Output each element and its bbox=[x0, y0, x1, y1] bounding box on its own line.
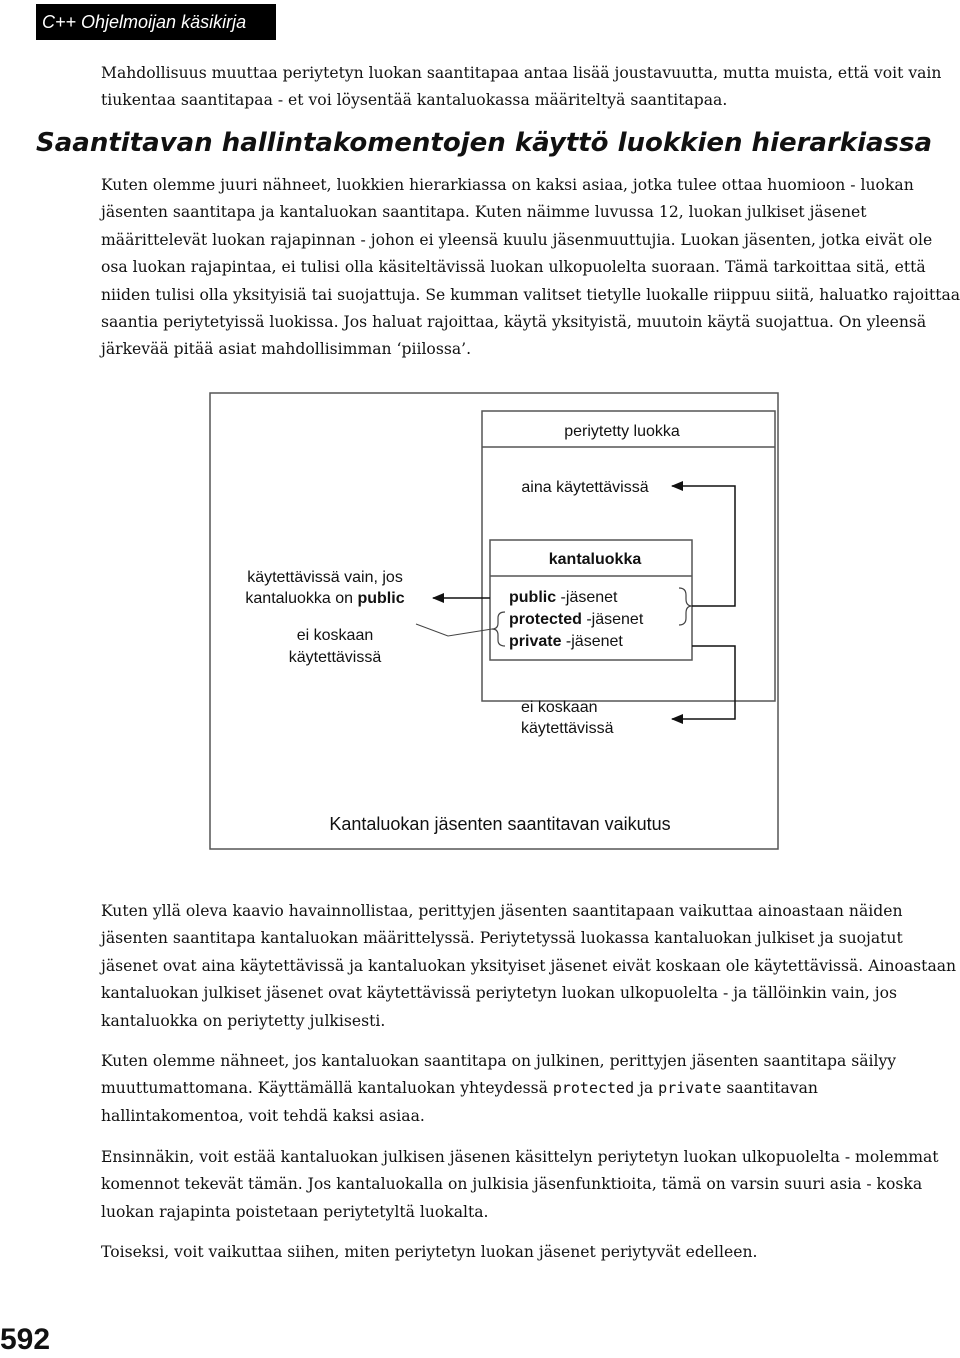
bottom-never-line1: ei koskaan bbox=[521, 699, 598, 716]
left-never-line2: käytettävissä bbox=[288, 649, 382, 666]
public-members-line: public -jäsenet bbox=[509, 589, 618, 606]
right-brace bbox=[679, 588, 692, 625]
paragraph-1: Kuten olemme juuri nähneet, luokkien hierarkiassa on kaksi asiaa, jotka tulee ottaa huomioon - luokan jäsenten saantitapa ja kantaluokan saantitapa. Kuten näimme luvussa 12, luokan julkiset jäsenet määrittelevät luokan rajapinnan - johon ei yleensä kuulu jäsenmuuttujia. Luokan jäsenten, jotka eivät ole osa luokan rajapintaa, ei tulisi olla käsiteltävissä luokan ulkopuolelta suoraan. Tämä tarkoittaa sitä, että niiden tulisi olla yksityisiä tai suojattuja. Se kumman valitset tietylle luokalle riippuu siitä, haluatko rajoittaa saantia periytetyissä luokissa. Jos haluat rajoittaa, käytä yksityistä, muutoin käytä suojattua. On yleensä järkevää pitää asiat mahdollisimman ‘piilossa’. bbox=[101, 176, 960, 359]
code-private: private bbox=[658, 1079, 722, 1098]
never-accessible-connector bbox=[672, 646, 735, 719]
paragraph-4: Ensinnäkin, voit estää kantaluokan julkisen jäsenen käsittelyn periytetyn luokan ulkopuolelta - molemmat komennot tekevät tämän. Jos kantaluokalla on julkisia jäsenfunktioita, tämä on varsin suuri asia - koska luokan rajapinta poistetaan periytetyltä luokalta. bbox=[101, 1148, 939, 1221]
intro-paragraph: Mahdollisuus muuttaa periytetyn luokan saantitapaa antaa lisää joustavuutta, mutta muista, että voit vain tiukentaa saantitapaa - et voi löysentää kantaluokassa määriteltyä saantitapaa. bbox=[101, 64, 942, 110]
bottom-never-line2: käytettävissä bbox=[521, 720, 614, 737]
paragraph-3 bbox=[101, 1048, 960, 1130]
page-number: 592 bbox=[0, 1323, 51, 1356]
always-accessible-label: aina käytettävissä bbox=[521, 479, 649, 496]
paragraph-2: Kuten yllä oleva kaavio havainnollistaa, perittyjen jäsenten saantitapaan vaikuttaa ainoastaan näiden jäsenten saantitapa kantaluokan määrittelyssä. Periytetyssä luokassa kantaluokan julkiset ja suojatut jäsenet ovat aina käytettävissä ja kantaluokan yksityiset jäsenet eivät koskaan ole käytettävissä. Ainoastaan kantaluokan julkiset jäsenet ovat käytettävissä periytetyn luokan ulkopuolelta - ja tällöinkin vain, jos kantaluokka on periytetty julkisesti. bbox=[101, 902, 957, 1030]
derived-class-label: periytetty luokka bbox=[564, 423, 680, 440]
left-never-line1: ei koskaan bbox=[296, 627, 374, 644]
running-header: C++ Ohjelmoijan käsikirja bbox=[36, 4, 276, 40]
diagram-caption: Kantaluokan jäsenten saantitavan vaikutus bbox=[329, 814, 671, 834]
paragraph-5: Toiseksi, voit vaikuttaa siihen, miten periytetyn luokan jäsenet periytyvät edelleen. bbox=[101, 1243, 758, 1261]
private-members-line: private -jäsenet bbox=[509, 633, 623, 650]
paragraph-3-part2: ja bbox=[634, 1079, 659, 1098]
left-brace bbox=[492, 612, 505, 646]
base-class-label: kantaluokka bbox=[548, 551, 642, 568]
protected-members-line: protected -jäsenet bbox=[509, 611, 644, 628]
paragraph-3-part1: Kuten olemme nähneet, jos kantaluokan saantitapa on julkinen, perittyjen jäsenten saantitapa säilyy muuttumattomana. Käyttämällä kantaluokan yhteydessä bbox=[101, 1052, 897, 1098]
section-heading: Saantitavan hallintakomentojen käyttö luokkien hierarkiassa bbox=[36, 128, 933, 158]
diagram-frame bbox=[210, 393, 778, 849]
paragraph-3-part3: saantitavan hallintakomentoa, voit tehdä kaksi asiaa. bbox=[101, 1079, 818, 1125]
left-accessible-line1: käytettävissä vain, jos bbox=[247, 569, 403, 586]
code-protected: protected bbox=[552, 1079, 635, 1098]
private-outside-line bbox=[416, 624, 492, 636]
left-accessible-line2: kantaluokka on public bbox=[245, 590, 405, 607]
